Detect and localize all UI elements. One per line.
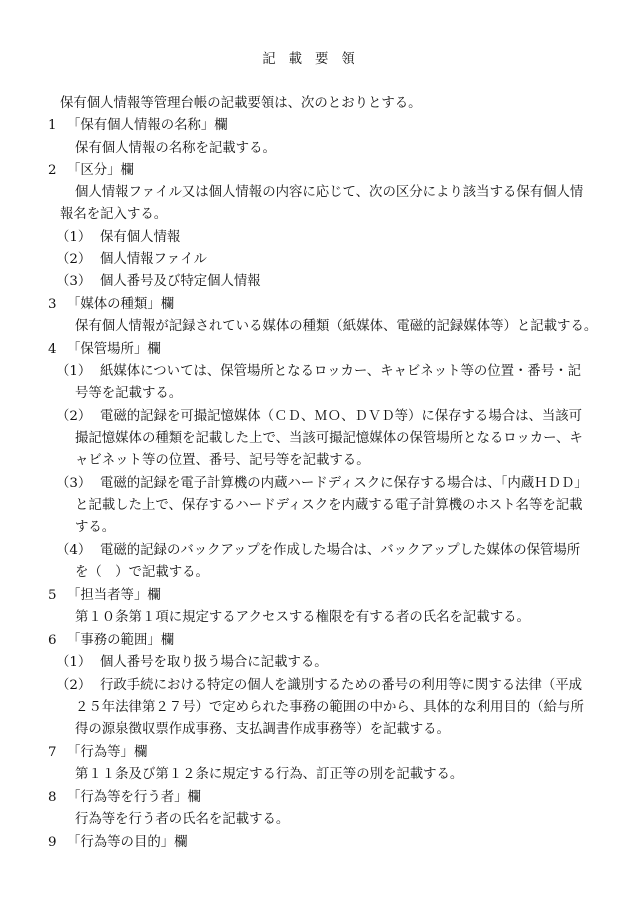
section-heading: 「担当者等」欄 — [67, 588, 161, 603]
section-heading: 「保管場所」欄 — [67, 342, 161, 357]
list-item: 個人番号を取り扱う場合に記載する。 — [100, 655, 328, 670]
section-number: 6 — [48, 633, 57, 648]
section-body: 保有個人情報の名称を記載する。 — [75, 141, 276, 156]
section-body: 第１０条第１項に規定するアクセスする権限を有する者の氏名を記載する。 — [75, 610, 530, 625]
section-heading: 「区分」欄 — [67, 163, 134, 178]
list-item: 個人情報ファイル — [100, 252, 207, 267]
list-item: 行政手続における特定の個人を識別するための番号の利用等に関する法律（平成 — [100, 678, 583, 693]
item-number: （2） — [56, 678, 92, 693]
item-number: （4） — [56, 543, 92, 558]
list-item: 紙媒体については、保管場所となるロッカー、キャビネット等の位置・番号・記 — [100, 364, 581, 379]
list-item: ャビネット等の位置、番号、記号等を記載する。 — [75, 453, 370, 468]
list-item: ２５年法律第２７号）で定められた事務の範囲の中から、具体的な利用目的（給与所 — [75, 700, 584, 715]
item-number: （2） — [56, 252, 92, 267]
list-item: 得の源泉徴収票作成事務、支払調書作成事務等）を記載する。 — [75, 722, 450, 737]
section-body: 保有個人情報が記録されている媒体の種類（紙媒体、電磁的記録媒体等）と記載する。 — [75, 319, 598, 334]
section-heading: 「事務の範囲」欄 — [67, 633, 175, 648]
list-item: 電磁的記録のバックアップを作成した場合は、バックアップした媒体の保管場所 — [100, 543, 581, 558]
list-item: を（ ）で記載する。 — [75, 565, 209, 580]
item-number: （2） — [56, 409, 92, 424]
item-number: （1） — [56, 655, 92, 670]
intro-text: 保有個人情報等管理台帳の記載要領は、次のとおりとする。 — [60, 96, 422, 111]
section-body: 行為等を行う者の氏名を記載する。 — [75, 812, 290, 827]
section-heading: 「行為等」欄 — [67, 745, 148, 760]
item-number: （1） — [56, 230, 92, 245]
list-item: する。 — [75, 520, 116, 535]
section-heading: 「媒体の種類」欄 — [67, 297, 175, 312]
section-number: 7 — [48, 745, 57, 760]
section-number: 3 — [48, 297, 57, 312]
list-item: と記載した上で、保存するハードディスクを内蔵する電子計算機のホスト名等を記載 — [75, 498, 583, 513]
list-item: 電磁的記録を電子計算機の内蔵ハードディスクに保存する場合は、「内蔵ＨＤＤ」 — [100, 476, 588, 491]
section-number: 2 — [48, 163, 57, 178]
page-title: 記載要領 — [262, 52, 368, 67]
section-body: 第１１条及び第１２条に規定する行為、訂正等の別を記載する。 — [75, 767, 464, 782]
item-number: （3） — [56, 476, 92, 491]
section-heading: 「保有個人情報の名称」欄 — [67, 118, 228, 133]
list-item: 号等を記載する。 — [75, 386, 183, 401]
list-item: 電磁的記録を可撮記憶媒体（ＣＤ、ＭＯ、ＤＶＤ等）に保存する場合は、当該可 — [100, 409, 583, 424]
item-number: （1） — [56, 364, 92, 379]
list-item: 保有個人情報 — [100, 230, 181, 245]
item-number: （3） — [56, 274, 92, 289]
section-heading: 「行為等の目的」欄 — [67, 835, 188, 850]
section-body: 報名を記入する。 — [60, 207, 168, 222]
section-heading: 「行為等を行う者」欄 — [67, 790, 201, 805]
list-item: 撮記憶媒体の種類を記載した上で、当該可撮記憶媒体の保管場所となるロッカー、キ — [75, 431, 583, 446]
section-number: 4 — [48, 342, 57, 357]
section-number: 8 — [48, 790, 57, 805]
list-item: 個人番号及び特定個人情報 — [100, 274, 261, 289]
section-number: 1 — [48, 118, 57, 133]
section-number: 5 — [48, 588, 57, 603]
section-number: 9 — [48, 835, 57, 850]
section-body: 個人情報ファイル又は個人情報の内容に応じて、次の区分により該当する保有個人情 — [75, 185, 584, 200]
